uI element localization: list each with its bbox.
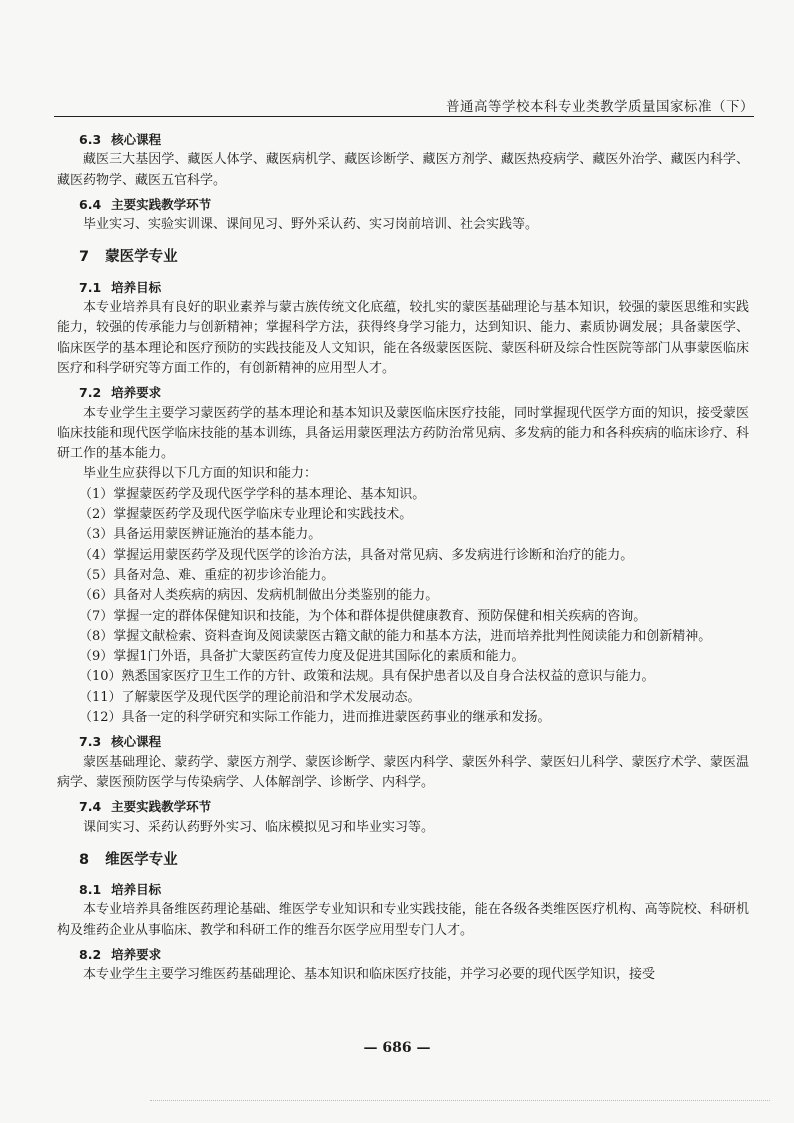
paragraph: 本专业学生主要学习维医药基础理论、基本知识和临床医疗技能，并学习必要的现代医学知识，接受	[83, 967, 656, 983]
heading-title: 培养要求	[111, 385, 162, 401]
heading-title: 培养要求	[111, 946, 162, 962]
subsection-heading	[79, 383, 749, 403]
subsection-heading	[79, 945, 749, 965]
paragraph: 藏医三大基因学、藏医人体学、藏医病机学、藏医诊断学、藏医方剂学、藏医热疫病学、藏医外治学、藏医内科学、藏医药物学、藏医五官科学。	[57, 152, 749, 188]
section-heading	[79, 247, 749, 267]
heading-title: 维医学专业	[105, 851, 178, 868]
page-number: — 686 —	[363, 1040, 431, 1056]
heading-number: 8	[79, 851, 90, 868]
heading-number: 7.3	[79, 734, 102, 750]
list-item: （6）具备对人类疾病的病因、发病机制做出分类鉴别的能力。	[79, 588, 439, 604]
paragraph: 本专业学生主要学习蒙医药学的基本理论和基本知识及蒙医临床医疗技能，同时掌握现代医学方面的知识，接受蒙医临床技能和现代医学临床技能的基本训练，具备运用蒙医理法方药防治常见病、多发病的能力和各科疾病的临床诊疗、科研工作的基本能力。	[57, 405, 749, 462]
paragraph: 毕业生应获得以下几方面的知识和能力：	[83, 466, 318, 482]
paragraph: 课间实习、采药认药野外实习、临床模拟见习和毕业实习等。	[83, 819, 435, 835]
paragraph: 毕业实习、实验实训课、课间见习、野外采认药、实习岗前培训、社会实践等。	[83, 217, 539, 233]
subsection-heading	[79, 278, 749, 298]
heading-title: 培养目标	[111, 882, 162, 898]
heading-number: 7	[79, 249, 90, 266]
heading-number: 8.2	[79, 946, 102, 962]
subsection-heading	[79, 880, 749, 900]
page-body	[57, 126, 749, 986]
heading-title: 核心课程	[111, 734, 162, 750]
list-item: （11）了解蒙医学及现代医学的理论前沿和学术发展动态。	[79, 689, 421, 705]
running-head: 普通高等学校本科专业类教学质量国家标准（下）	[446, 99, 754, 115]
subsection-heading	[79, 732, 749, 752]
heading-number: 8.1	[79, 882, 102, 898]
heading-number: 6.3	[79, 132, 102, 147]
list-item: （4）掌握运用蒙医药学及现代医学的诊治方法，具备对常见病、多发病进行诊断和治疗的能力。	[79, 547, 634, 563]
heading-title: 主要实践教学环节	[111, 799, 212, 815]
subsection-heading	[79, 195, 749, 215]
subsection-heading	[79, 797, 749, 817]
list-item: （9）掌握1门外语，具备扩大蒙医药宣传力度及促进其国际化的素质和能力。	[79, 649, 525, 665]
list-item: （5）具备对急、难、重症的初步诊治能力。	[79, 567, 335, 583]
list-item: （12）具备一定的科学研究和实际工作能力，进而推进蒙医药事业的继承和发扬。	[79, 710, 551, 726]
section-heading	[79, 850, 749, 870]
heading-title: 蒙医学专业	[105, 249, 178, 266]
list-item: （1）掌握蒙医药学及现代医学学科的基本理论、基本知识。	[79, 486, 426, 502]
paragraph: 本专业培养具有良好的职业素养与蒙古族传统文化底蕴，较扎实的蒙医基础理论与基本知识，较强的蒙医思维和实践能力，较强的传承能力与创新精神；掌握科学方法，获得终身学习能力，达到知识、能力、素质协调发展；具备蒙医学、临床医学的基本理论和医疗预防的实践技能及人文知识，能在各级蒙医医院、蒙医科研及综合性医院等部门从事蒙医临床医疗和科学研究等方面工作的，有创新精神的应用型人才。	[57, 300, 749, 376]
list-item: （2）掌握蒙医药学及现代医学临床专业理论和实践技术。	[79, 507, 413, 523]
heading-title: 培养目标	[111, 279, 162, 295]
heading-number: 7.4	[79, 799, 102, 815]
heading-title: 主要实践教学环节	[111, 196, 212, 212]
heading-number: 6.4	[79, 196, 102, 212]
paragraph: 蒙医基础理论、蒙药学、蒙医方剂学、蒙医诊断学、蒙医内科学、蒙医外科学、蒙医妇儿科学、蒙医疗术学、蒙医温病学、蒙医预防医学与传染病学、人体解剖学、诊断学、内科学。	[57, 754, 749, 790]
list-item: （8）掌握文献检索、资料查询及阅读蒙医古籍文献的能力和基本方法，进而培养批判性阅读能力和创新精神。	[79, 628, 712, 644]
heading-number: 7.2	[79, 385, 102, 401]
list-item: （3）具备运用蒙医辨证施治的基本能力。	[79, 527, 322, 543]
heading-number: 7.1	[79, 279, 102, 295]
paragraph: 本专业培养具备维医药理论基础、维医学专业知识和专业实践技能，能在各级各类维医医疗机构、高等院校、科研机构及维药企业从事临床、教学和科研工作的维吾尔医学应用型专门人才。	[57, 902, 749, 938]
scan-artifact-line	[150, 1100, 770, 1101]
list-item: （10）熟悉国家医疗卫生工作的方针、政策和法规。具有保护患者以及自身合法权益的意识与能力。	[79, 669, 655, 685]
subsection-heading	[79, 130, 749, 150]
list-item: （7）掌握一定的群体保健知识和技能，为个体和群体提供健康教育、预防保健和相关疾病的咨询。	[79, 608, 647, 624]
heading-title: 核心课程	[111, 132, 162, 147]
header-rule	[54, 116, 754, 117]
